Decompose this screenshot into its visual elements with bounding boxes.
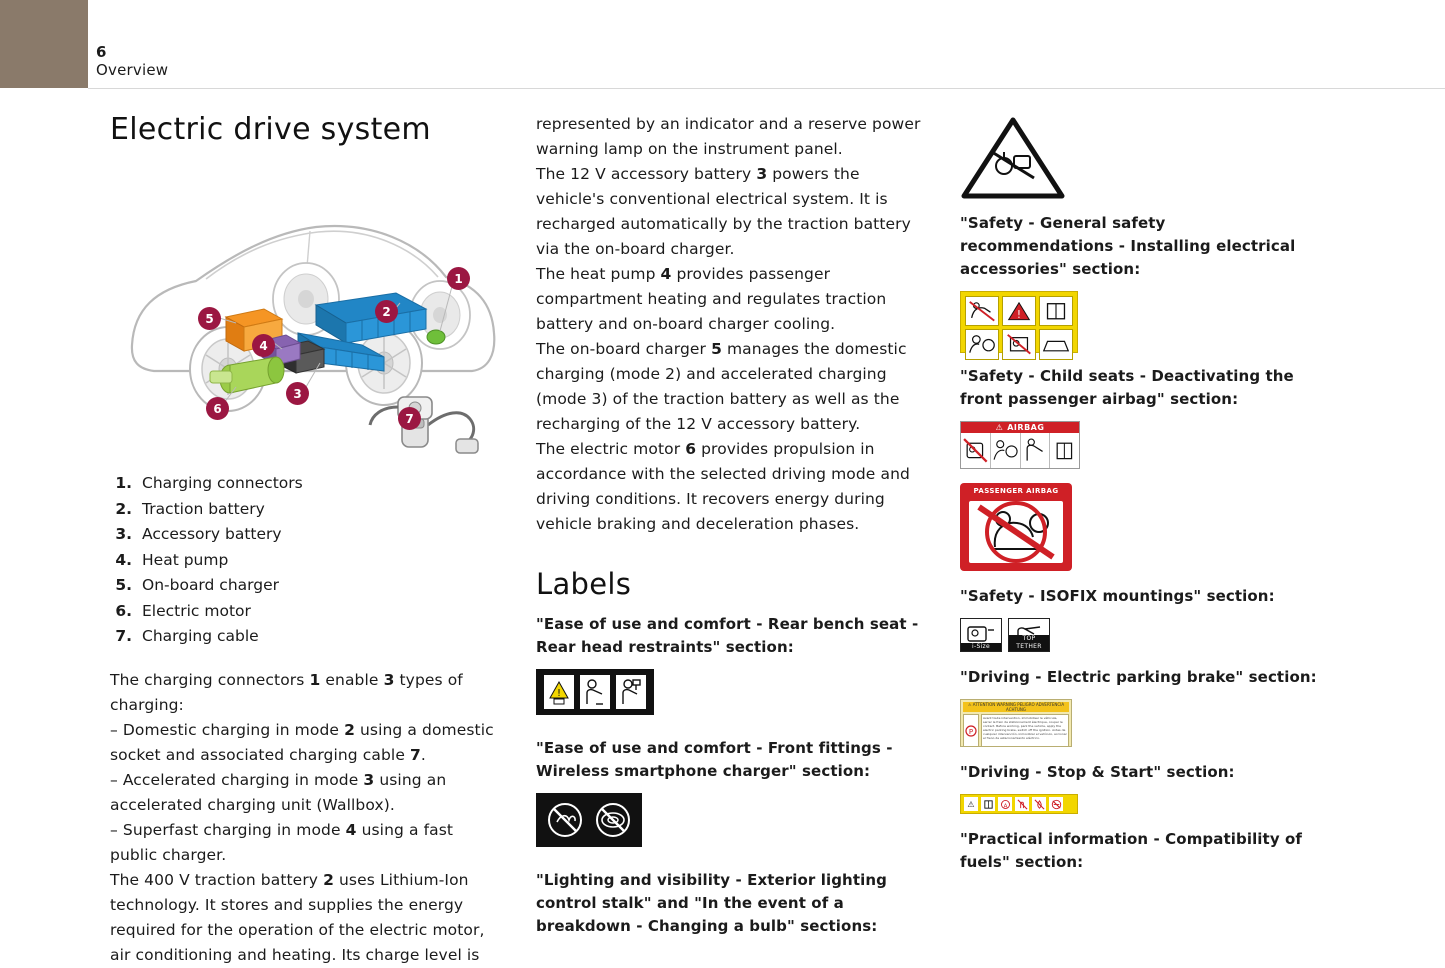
parts-list-label: Charging connectors [142, 474, 303, 492]
no-rear-facing-child-seat-icon [961, 433, 991, 468]
left-paragraph-1: The charging connectors 1 enable 3 types of charging: [110, 670, 463, 714]
manual-book-icon [1039, 296, 1073, 326]
warning-triangle-icon [544, 675, 574, 709]
parts-list-label: Accessory battery [142, 525, 282, 543]
seat-position-icon [1021, 433, 1051, 468]
parts-list-label: Traction battery [142, 499, 265, 518]
label-caption-electrical-accessories: "Safety - General safety recommendations - Installing electrical accessories" section: [960, 214, 1296, 278]
svg-text:!: ! [556, 688, 562, 699]
dashboard-icon [1039, 329, 1073, 359]
figure-badge-6: 6 [206, 397, 229, 420]
seat-occupant-icon [580, 675, 610, 709]
passenger-airbag-pictogram [969, 501, 1063, 563]
figure-badge-5: 5 [198, 307, 221, 330]
label-graphic-stop-and-start [960, 794, 1078, 814]
list-item [110, 522, 505, 548]
parking-brake-p-icon [963, 714, 979, 747]
no-credit-card-icon [592, 799, 634, 841]
airbag-pictograms [961, 433, 1079, 468]
left-paragraph-2: – Domestic charging in mode 2 using a domestic socket and associated charging cable 7. [110, 720, 494, 764]
page-number: 6 [96, 43, 107, 61]
svg-text:!: ! [1016, 308, 1022, 321]
left-paragraph-3: – Accelerated charging in mode 3 using an accelerated charging unit (Wallbox). [110, 770, 447, 814]
label-caption-compatibility-of-fuels: "Practical information - Compatibility of fuels" section: [960, 830, 1303, 871]
airbag-banner-text [961, 422, 1079, 433]
list-item [110, 599, 505, 625]
parts-list-number: 3. [115, 525, 132, 543]
labels-heading: Labels [536, 567, 632, 601]
airbag-banner-label: AIRBAG [1007, 423, 1045, 433]
mid-paragraph-3: The heat pump 4 provides passenger compartment heating and regulates traction battery and on-board charger cooling. [536, 265, 887, 333]
no-rear-facing-seat-icon [1002, 329, 1036, 359]
page-title: Electric drive system [110, 112, 431, 147]
parts-list-number: 4. [115, 550, 132, 569]
margin-color-bar [0, 0, 88, 88]
label-caption-electric-parking-brake: "Driving - Electric parking brake" section: [960, 668, 1317, 686]
page-header [96, 44, 596, 80]
label-graphic-isofix [960, 618, 1320, 652]
label-graphic-airbag-deactivation-yellow [960, 291, 1078, 353]
car-cutaway-diagram [110, 157, 505, 457]
mid-paragraph-1: represented by an indicator and a reserve power warning lamp on the instrument panel. [536, 115, 921, 158]
label-graphic-airbag-banner [960, 421, 1080, 469]
label-caption-exterior-lighting: "Lighting and visibility - Exterior lighting control stalk" and "In the event of a breakdown - Changing a bulb" sections: [536, 871, 887, 935]
no-hands-icon [1015, 797, 1029, 811]
figure-badge-4: 4 [252, 334, 275, 357]
left-paragraph-4: – Superfast charging in mode 4 using a fast public charger. [110, 820, 454, 864]
parts-list-number: 5. [115, 576, 132, 594]
mid-paragraph-5: The electric motor 6 provides propulsion in accordance with the selected driving mode and driving conditions. It recovers energy during vehicle braking and deceleration phases. [536, 440, 910, 533]
no-child-seat-icon [965, 296, 999, 326]
epb-warning-strip: ⚠ ATTENTION WARNING PELIGRO ADVERTENCIA ACHTUNG [963, 702, 1069, 712]
svg-text:P: P [968, 728, 974, 736]
label-caption-isofix: "Safety - ISOFIX mountings" section: [960, 587, 1275, 605]
warning-triangle-icon [1002, 296, 1036, 326]
list-item [110, 573, 505, 599]
mid-paragraph-2: The 12 V accessory battery 3 powers the vehicle's conventional electrical system. It is recharged automatically by the traction battery via the on-board charger. [536, 165, 911, 258]
figure-badge-3: 3 [286, 382, 309, 405]
label-graphic-rear-head-restraints [536, 669, 654, 715]
figure-badge-2: 2 [375, 300, 398, 323]
column-left [110, 112, 505, 968]
i-size-icon [960, 618, 1002, 652]
list-item [110, 471, 505, 497]
warning-triangle-icon: ⚠ [995, 423, 1004, 433]
left-paragraph-5: The 400 V traction battery 2 uses Lithium-Ion technology. It stores and supplies the energy required for the operation of the electric motor, air conditioning and heating. Its charge level is [110, 870, 485, 964]
no-rear-facing-child-seat-icon [969, 501, 1063, 563]
column-middle [536, 112, 928, 948]
parts-list-label: Electric motor [142, 601, 251, 620]
no-electrical-accessories-icon [960, 116, 1066, 200]
list-item [110, 624, 505, 650]
warning-triangle-icon: ⚠ [964, 797, 978, 811]
label-caption-rear-head-restraints: "Ease of use and comfort - Rear bench seat - Rear head restraints" section: [536, 615, 919, 656]
parts-list-label: Heat pump [142, 550, 229, 569]
label-graphic-wireless-charger [536, 793, 642, 847]
figure-badge-7: 7 [398, 407, 421, 430]
parts-list-label: On-board charger [142, 576, 279, 594]
label-caption-front-passenger-airbag: "Safety - Child seats - Deactivating the front passenger airbag" section: [960, 367, 1294, 408]
airbag-deploy-icon [965, 329, 999, 359]
head-restraint-icon [616, 675, 646, 709]
i-size-caption: i-Size [961, 643, 1001, 651]
no-smoking-icon [1049, 797, 1063, 811]
top-tether-icon [1008, 618, 1050, 652]
electric-drive-system-illustration [110, 157, 505, 457]
mid-paragraph-4: The on-board charger 5 manages the domestic charging (mode 2) and accelerated charging (mode 3) of the traction battery as well as the recharging of the 12 V accessory battery. [536, 340, 907, 433]
no-fire-icon [1032, 797, 1046, 811]
parts-list-number: 2. [115, 499, 132, 518]
label-graphic-passenger-airbag-red [960, 483, 1072, 571]
manual-reference-icon [1050, 433, 1079, 468]
label-graphic-electrical-accessories [960, 116, 1320, 200]
header-divider [88, 88, 1445, 89]
parts-list [110, 471, 505, 650]
epb-instruction-text: Avant toute intervention, immobiliser le véhicule, serrer le frein de stationnement électrique, couper le contact. Before working, park the vehicle, apply the electric parking brake, switch off the ignition. Antes de cualquier intervención, inmovilizar el vehículo, accionar el freno de estacionamiento eléctrico. [981, 714, 1069, 747]
parts-list-label: Charging cable [142, 627, 259, 645]
section-title: Overview [96, 61, 169, 79]
top-tether-caption: TOP TETHER [1009, 635, 1049, 651]
no-pacemaker-icon [544, 799, 586, 841]
manual-book-icon [981, 797, 995, 811]
engine-auto-start-icon [998, 797, 1012, 811]
svg-text:A: A [1003, 802, 1007, 809]
parts-list-number: 6. [115, 601, 132, 620]
airbag-deployment-icon [991, 433, 1021, 468]
column-right [960, 112, 1320, 884]
label-caption-stop-and-start: "Driving - Stop & Start" section: [960, 763, 1235, 781]
figure-badge-1: 1 [447, 267, 470, 290]
list-item [110, 497, 505, 523]
list-item [110, 548, 505, 574]
label-graphic-electric-parking-brake [960, 699, 1072, 747]
passenger-airbag-title: PASSENGER AIRBAG [973, 487, 1059, 495]
parts-list-number: 1. [115, 474, 132, 492]
label-caption-wireless-charger: "Ease of use and comfort - Front fittings - Wireless smartphone charger" section: [536, 739, 893, 780]
parts-list-number: 7. [115, 627, 132, 645]
